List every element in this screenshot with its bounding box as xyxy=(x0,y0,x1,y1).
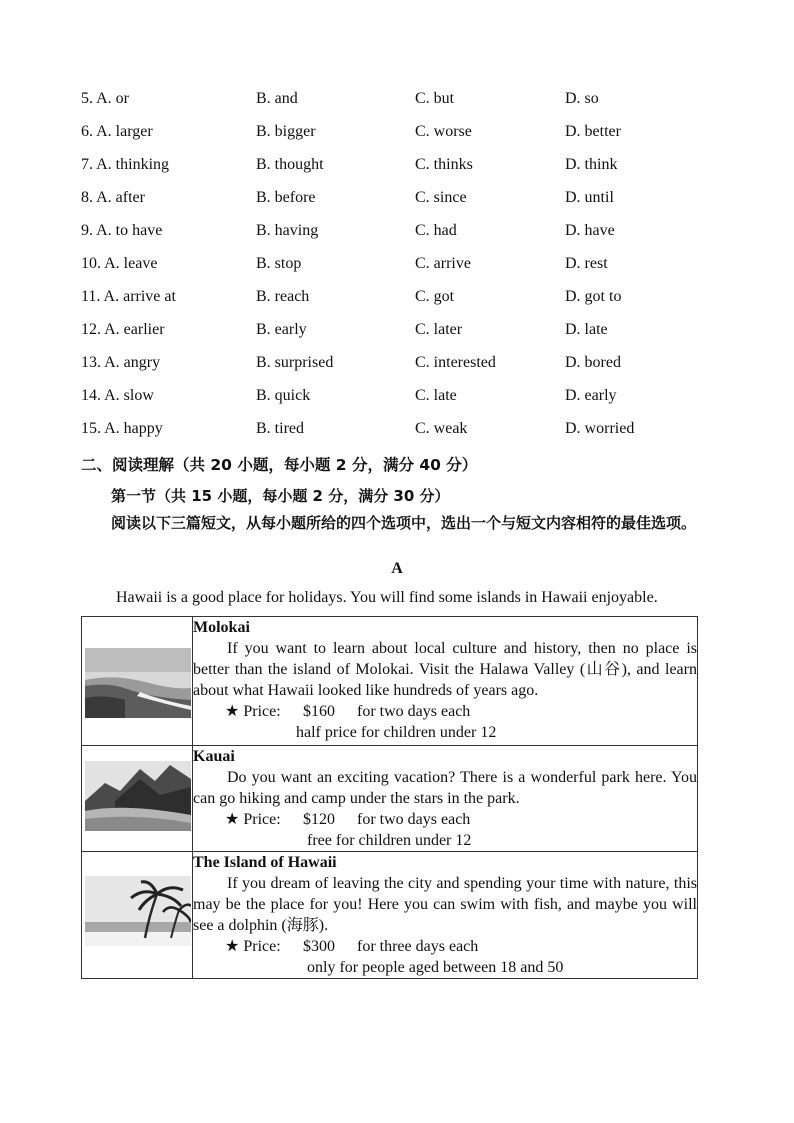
star-icon: ★ xyxy=(225,938,240,955)
option-a: A. to have xyxy=(96,222,163,239)
passage-intro: Hawaii is a good place for holidays. You will find some islands in Hawaii enjoyable. xyxy=(116,589,658,606)
option-c: C. late xyxy=(415,387,457,404)
star-icon: ★ xyxy=(225,703,240,720)
section-instruction: 阅读以下三篇短文，从每小题所给的四个选项中，选出一个与短文内容相符的最佳选项。 xyxy=(111,514,697,532)
island-name: Molokai xyxy=(193,619,250,636)
option-d: D. so xyxy=(565,90,599,107)
option-a: A. after xyxy=(96,189,145,206)
island-price xyxy=(193,936,697,957)
option-b: B. stop xyxy=(256,255,302,272)
option-row xyxy=(81,418,721,451)
option-row xyxy=(81,286,721,319)
price-duration: for three days each xyxy=(357,938,479,955)
option-c: C. since xyxy=(415,189,467,206)
price-duration: for two days each xyxy=(357,703,471,720)
option-a: A. earlier xyxy=(104,321,165,338)
option-b: B. tired xyxy=(256,420,304,437)
answer-options xyxy=(81,88,721,451)
option-a: A. happy xyxy=(104,420,163,437)
price-amount: $300 xyxy=(303,938,335,955)
price-duration: for two days each xyxy=(357,811,471,828)
option-a: A. leave xyxy=(104,255,158,272)
option-a: A. thinking xyxy=(96,156,170,173)
option-row xyxy=(81,88,721,121)
island-description: If you want to learn about local culture and history, then no place is better than the island of Molokai. Visit the Halawa Valley (山谷), and learn about what Hawaii looked like hundreds of years ago. xyxy=(193,640,697,699)
island-photo-cell xyxy=(82,852,193,979)
island-info xyxy=(193,746,698,852)
option-d: D. rest xyxy=(565,255,608,272)
option-b: B. surprised xyxy=(256,354,334,371)
option-row xyxy=(81,220,721,253)
island-description: If you dream of leaving the city and spending your time with nature, this may be the place for you! Here you can swim with fish, and maybe you will see a dolphin (海豚). xyxy=(193,875,697,934)
option-row xyxy=(81,253,721,286)
question-number: 10. xyxy=(81,255,101,272)
price-amount: $160 xyxy=(303,703,335,720)
island-price xyxy=(193,809,697,830)
option-d: D. early xyxy=(565,387,617,404)
option-b: B. having xyxy=(256,222,319,239)
question-number: 8. xyxy=(81,189,93,206)
option-c: C. later xyxy=(415,321,463,338)
option-c: C. arrive xyxy=(415,255,471,272)
option-a: A. or xyxy=(96,90,130,107)
price-condition: only for people aged between 18 and 50 xyxy=(307,959,564,976)
price-amount: $120 xyxy=(303,811,335,828)
option-c: C. interested xyxy=(415,354,496,371)
option-row xyxy=(81,187,721,220)
option-b: B. and xyxy=(256,90,298,107)
option-a: A. slow xyxy=(104,387,154,404)
option-d: D. until xyxy=(565,189,614,206)
island-info xyxy=(193,617,698,746)
option-row xyxy=(81,154,721,187)
palm-beach-photo-icon xyxy=(85,876,191,946)
question-number: 13. xyxy=(81,354,101,371)
option-a: A. angry xyxy=(104,354,161,371)
island-photo-cell xyxy=(82,617,193,746)
option-b: B. thought xyxy=(256,156,324,173)
island-row-kauai xyxy=(82,746,698,852)
island-info xyxy=(193,852,698,979)
question-number: 6. xyxy=(81,123,93,140)
option-c: C. had xyxy=(415,222,457,239)
question-number: 7. xyxy=(81,156,93,173)
price-condition: free for children under 12 xyxy=(307,832,472,849)
option-b: B. bigger xyxy=(256,123,316,140)
option-b: B. early xyxy=(256,321,307,338)
option-d: D. got to xyxy=(565,288,622,305)
option-c: C. got xyxy=(415,288,455,305)
option-row xyxy=(81,319,721,352)
island-name: The Island of Hawaii xyxy=(193,854,337,871)
question-number: 11. xyxy=(81,288,101,305)
option-a: A. arrive at xyxy=(103,288,176,305)
option-c: C. but xyxy=(415,90,455,107)
question-number: 9. xyxy=(81,222,93,239)
question-number: 15. xyxy=(81,420,101,437)
option-b: B. reach xyxy=(256,288,310,305)
price-label: Price: xyxy=(243,938,281,955)
option-d: D. have xyxy=(565,222,615,239)
coast-cliff-photo-icon xyxy=(85,648,191,718)
passage-title: A xyxy=(391,560,403,577)
option-d: D. late xyxy=(565,321,608,338)
price-condition: half price for children under 12 xyxy=(296,724,497,741)
price-label: Price: xyxy=(243,811,281,828)
price-label: Price: xyxy=(243,703,281,720)
option-c: C. weak xyxy=(415,420,468,437)
option-row xyxy=(81,385,721,418)
option-d: D. bored xyxy=(565,354,621,371)
mountain-coast-photo-icon xyxy=(85,761,191,831)
option-row xyxy=(81,352,721,385)
option-b: B. quick xyxy=(256,387,311,404)
island-description: Do you want an exciting vacation? There is a wonderful park here. You can go hiking and camp under the stars in the park. xyxy=(193,769,697,807)
island-table xyxy=(81,616,698,979)
section-title: 二、阅读理解（共 20 小题，每小题 2 分，满分 40 分） xyxy=(81,456,478,474)
option-c: C. thinks xyxy=(415,156,473,173)
island-row-molokai xyxy=(82,617,698,746)
option-d: D. better xyxy=(565,123,621,140)
island-photo-cell xyxy=(82,746,193,852)
option-b: B. before xyxy=(256,189,316,206)
question-number: 12. xyxy=(81,321,101,338)
option-row xyxy=(81,121,721,154)
option-c: C. worse xyxy=(415,123,472,140)
island-price xyxy=(193,701,697,722)
question-number: 14. xyxy=(81,387,101,404)
star-icon: ★ xyxy=(225,811,240,828)
island-row-hawaii xyxy=(82,852,698,979)
option-d: D. think xyxy=(565,156,618,173)
section-subtitle: 第一节（共 15 小题，每小题 2 分，满分 30 分） xyxy=(111,487,450,505)
option-a: A. larger xyxy=(96,123,153,140)
question-number: 5. xyxy=(81,90,93,107)
island-name: Kauai xyxy=(193,748,235,765)
option-d: D. worried xyxy=(565,420,635,437)
